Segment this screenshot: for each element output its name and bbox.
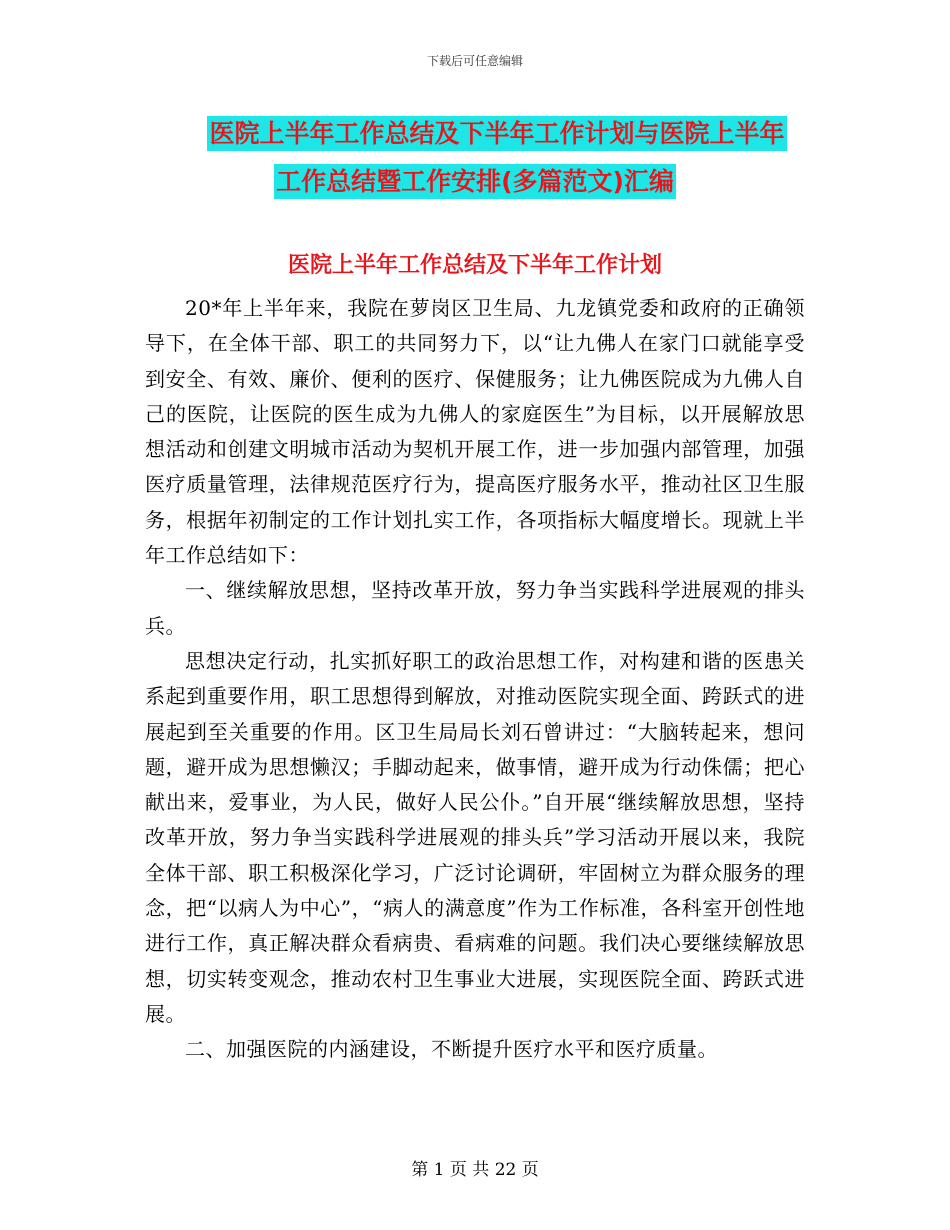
document-title-line-1-text: 医院上半年工作总结及下半年工作计划与医院上半年 — [207, 116, 786, 151]
section-title: 医院上半年工作总结及下半年工作计划 — [287, 253, 662, 278]
paragraph-heading-2: 二、加强医院的内涵建设，不断提升医疗水平和医疗质量。 — [185, 1037, 718, 1062]
body-text — [145, 291, 805, 1068]
document-title-line-1 — [22, 114, 950, 150]
page-number-footer: 第 1 页 共 22 页 — [411, 1160, 539, 1180]
paragraph-heading-1: 一、继续解放思想，坚持改革开放，努力争当实践科学进展观的排头兵。 — [145, 578, 805, 638]
paragraph: 20*年上半年来，我院在萝岗区卫生局、九龙镇党委和政府的正确领导下，在全体干部、职工的共同努力下，以“让九佛人在家门口就能享受到安全、有效、廉价、便利的医疗、保健服务；让九佛医院成为九佛人自己的医院，让医院的医生成为九佛人的家庭医生”为目标，以开展解放思想活动和创建文明城市活动为契机开展工作，进一步加强内部管理，加强医疗质量管理，法律规范医疗行为，提高医疗服务水平，推动社区卫生服务，根据年初制定的工作计划扎实工作，各项指标大幅度增长。现就上半年工作总结如下： — [145, 296, 805, 568]
header-note: 下载后可任意编辑 — [426, 54, 523, 68]
document-title-line-2 — [0, 162, 950, 198]
paragraph: 思想决定行动，扎实抓好职工的政治思想工作，对构建和谐的医患关系起到重要作用，职工思想得到解放，对推动医院实现全面、跨跃式的进展起到至关重要的作用。区卫生局局长刘石曾讲过：“大脑转起来，想问题，避开成为思想懒汉；手脚动起来，做事情，避开成为行动侏儒；把心献出来，爱事业，为人民，做好人民公仆。”自开展“继续解放思想，坚持改革开放，努力争当实践科学进展观的排头兵”学习活动开展以来，我院全体干部、职工积极深化学习，广泛讨论调研，牢固树立为群众服务的理念，把“以病人为中心”，“病人的满意度”作为工作标准，各科室开创性地进行工作，真正解决群众看病贵、看病难的问题。我们决心要继续解放思想，切实转变观念，推动农村卫生事业大进展，实现医院全面、跨跃式进展。 — [145, 648, 805, 1026]
document-title-line-2-text: 工作总结暨工作安排(多篇范文)汇编 — [274, 164, 676, 199]
